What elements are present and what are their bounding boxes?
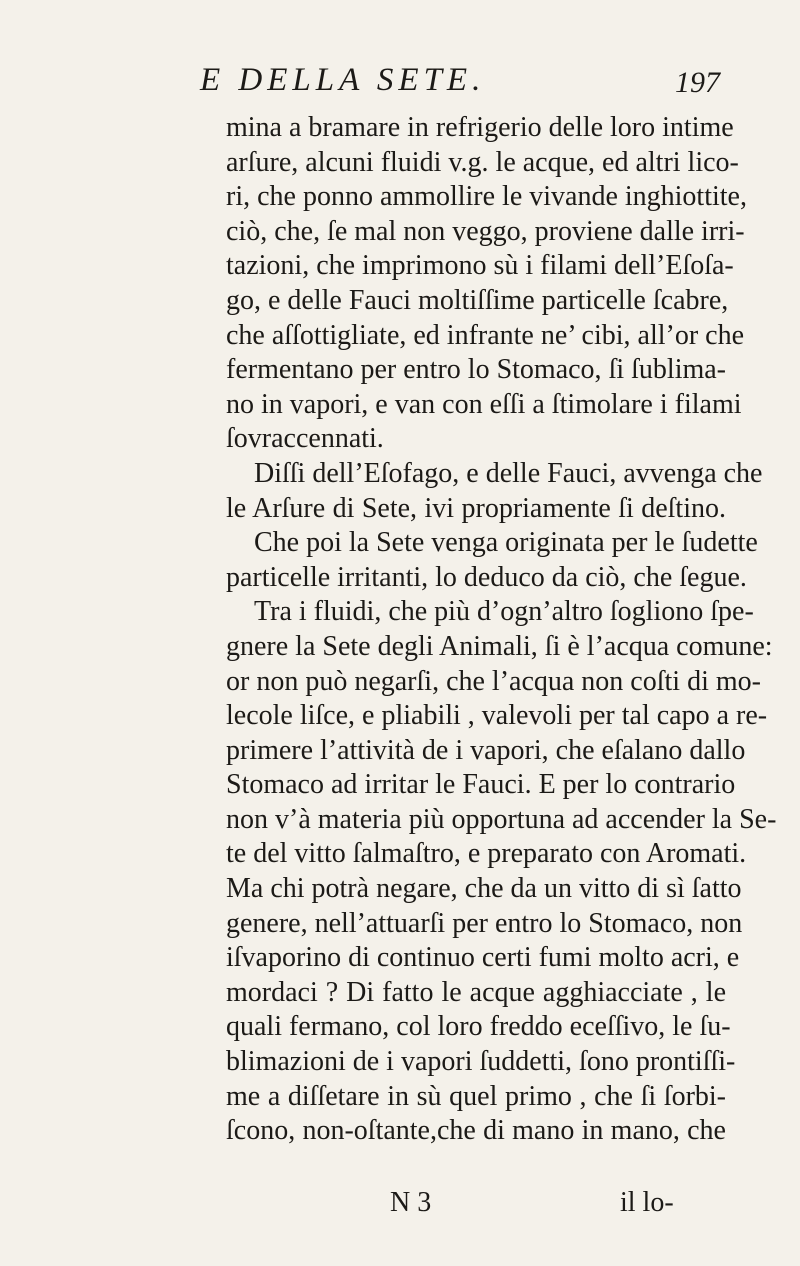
text-line: fermentano per entro lo Stomaco, ſi ſublima- — [226, 354, 726, 386]
text-line: quali fermano, col loro freddo eceſſivo, le ſu- — [226, 1011, 731, 1043]
text-line: ciò, che, ſe mal non veggo, proviene dalle irri- — [226, 215, 745, 247]
text-line: gnere la Sete degli Animali, ſi è l’acqua comune: — [226, 630, 773, 662]
text-line: primere l’attività de i vapori, che eſalano dallo — [226, 734, 746, 766]
text-line: ri, che ponno ammollire le vivande inghiottite, — [226, 181, 747, 213]
text-line: arſure, alcuni fluidi v.g. le acque, ed altri lico- — [226, 146, 739, 178]
text-line: Diſſi dell’Eſofago, e delle Fauci, avvenga che — [254, 457, 763, 489]
text-line: non v’à materia più opportuna ad accender la Se- — [226, 803, 777, 835]
text-line: te del vitto ſalmaſtro, e preparato con Aromati. — [226, 838, 747, 870]
text-line: ſcono, non-oſtante,che di mano in mano, che — [226, 1115, 726, 1147]
text-line: Stomaco ad irritar le Fauci. E per lo contrario — [226, 769, 736, 801]
text-line: ſovraccennati. — [226, 423, 384, 455]
text-line: lecole liſce, e pliabili , valevoli per tal capo a re- — [226, 700, 768, 732]
text-line: che aſſottigliate, ed infrante ne’ cibi, all’or che — [226, 319, 745, 351]
text-line: Ma chi potrà negare, che da un vitto di sì ſatto — [226, 873, 742, 905]
page-number: 197 — [675, 66, 720, 99]
body-text — [226, 111, 777, 1149]
running-title: E DELLA SETE. — [200, 62, 486, 98]
catchword: il lo- — [620, 1187, 674, 1218]
signature-mark: N 3 — [390, 1187, 432, 1218]
text-line: Tra i fluidi, che più d’ogn’altro ſogliono ſpe- — [254, 596, 754, 628]
text-line: genere, nell’attuarſi per entro lo Stomaco, non — [226, 907, 743, 939]
text-line: tazioni, che imprimono sù i filami dell’Eſoſa- — [226, 250, 734, 282]
text-line: particelle irritanti, lo deduco da ciò, che ſegue. — [226, 561, 747, 593]
text-line: blimazioni de i vapori ſuddetti, ſono prontiſſi- — [226, 1046, 736, 1078]
text-line: no in vapori, e van con eſſi a ſtimolare i filami — [226, 388, 742, 420]
page-header — [120, 62, 720, 102]
text-line: Che poi la Sete venga originata per le ſudette — [254, 527, 758, 559]
text-line: iſvaporino di continuo certi fumi molto acri, e — [226, 942, 740, 974]
text-line: go, e delle Fauci moltiſſime particelle ſcabre, — [226, 284, 729, 316]
text-line: mordaci ? Di fatto le acque agghiacciate , le — [226, 976, 726, 1008]
text-line: or non può negarſi, che l’acqua non coſti di mo- — [226, 665, 761, 697]
text-line: me a diſſetare in sù quel primo , che ſi ſorbi- — [226, 1080, 726, 1112]
text-line: le Arſure di Sete, ivi propriamente ſi deſtino. — [226, 492, 726, 524]
text-line: mina a bramare in refrigerio delle loro intime — [226, 112, 734, 143]
